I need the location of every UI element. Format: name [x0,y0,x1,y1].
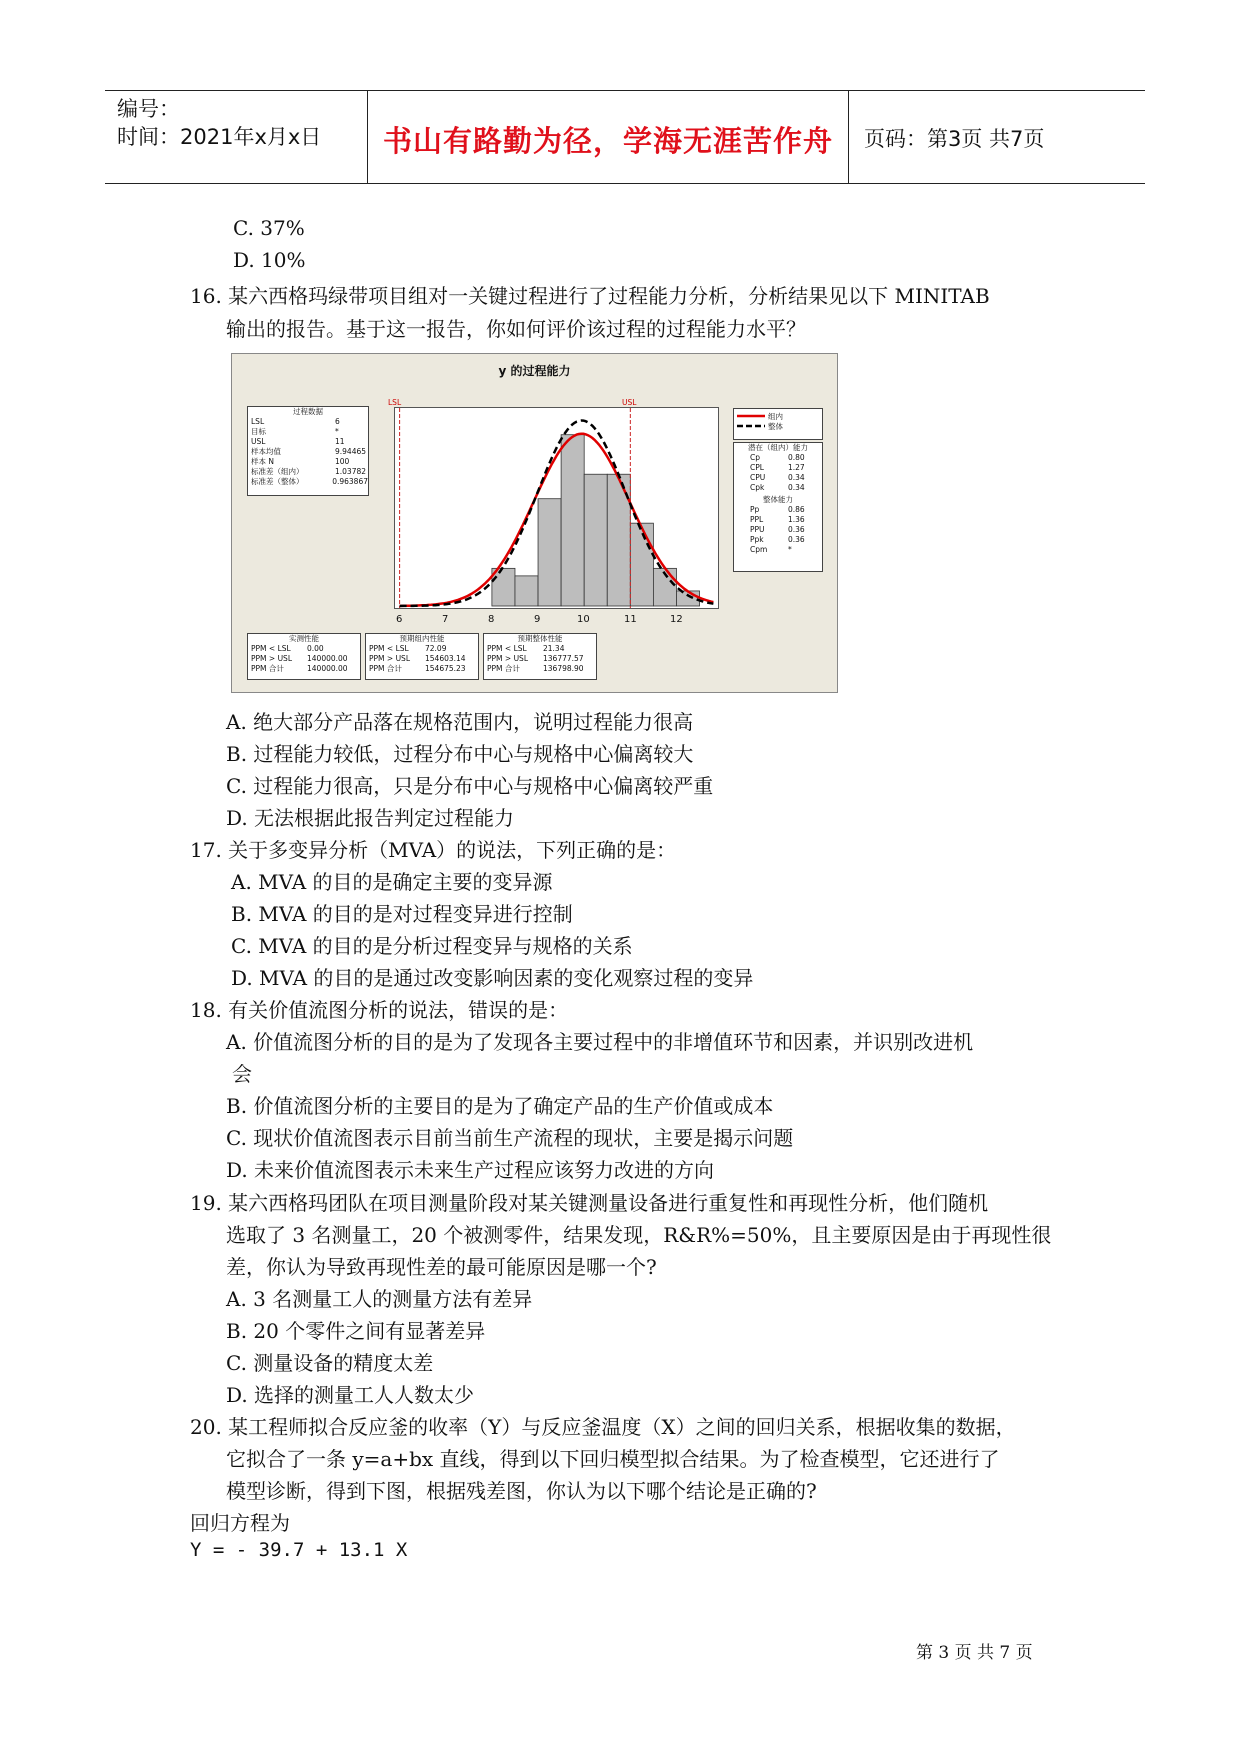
expected-overall-box [483,633,597,680]
cap-value: 0.80 [788,453,805,462]
regression-equation: Y = - 39.7 + 13.1 X [190,1539,408,1561]
pd-key: USL [251,437,266,446]
option-c-q15: C. 37% [233,216,305,240]
pd-key: 样本 N [251,457,274,466]
observed-title: 实测性能 [289,634,319,643]
process-data-title: 过程数据 [293,407,323,416]
expected-overall-title: 预期整体性能 [517,634,563,643]
perf-value: 154603.14 [425,654,466,663]
option-c-q19: C. 测量设备的精度太差 [226,1351,434,1375]
question-19-line3: 差，你认为导致再现性差的最可能原因是哪一个? [226,1255,657,1279]
question-16-line2: 输出的报告。基于这一报告，你如何评价该过程的过程能力水平？ [226,317,806,341]
usl-label: USL [622,398,637,407]
number-label: 编号： [117,97,180,121]
expected-within-title: 预期组内性能 [399,634,445,643]
cap-key: PPU [750,525,765,534]
option-a-q18-line1: A. 价值流图分析的目的是为了发现各主要过程中的非增值环节和因素，并识别改进机 [226,1030,974,1054]
legend-within-swatch [734,412,768,420]
cap-key: Pp [750,505,760,514]
histogram-bar [538,499,561,606]
cap-key: CPU [750,473,766,482]
perf-key: PPM < LSL [487,644,527,653]
slogan: 书山有路勤为径，学海无涯苦作舟 [382,124,833,158]
header-right-cell [850,91,1145,183]
option-d-q17: D. MVA 的目的是通过改变影响因素的变化观察过程的变异 [231,966,754,990]
histogram-bar [584,474,607,606]
cap-key: Cpm [750,545,768,554]
expected-within-box [365,633,479,680]
lsl-label: LSL [388,398,402,407]
chart-title: y 的过程能力 [498,364,571,378]
perf-value: 72.09 [425,644,447,653]
option-a-q18-line2: 会 [232,1062,252,1086]
histogram-bar [676,591,699,606]
pd-value: 1.03782 [335,467,367,476]
pd-value: 9.94465 [335,447,367,456]
question-16-line1: 16. 某六西格玛绿带项目组对一关键过程进行了过程能力分析，分析结果见以下 MINITAB [190,284,990,308]
observed-performance-box [247,633,361,680]
option-a-q17: A. MVA 的目的是确定主要的变异源 [231,870,553,894]
pd-value: 6 [335,417,340,426]
cap-key: PPL [750,515,764,524]
question-17: 17. 关于多变异分析（MVA）的说法，下列正确的是： [190,838,677,862]
page-info: 页码：第3页 共7页 [864,127,1045,151]
capability-box [733,442,823,572]
question-19-line1: 19. 某六西格玛团队在项目测量阶段对某关键测量设备进行重复性和再现性分析，他们随机 [190,1191,989,1215]
potential-title: 潜在（组内）能力 [748,443,808,452]
process-capability-chart [231,353,838,693]
pd-key: 标准差（整体） [251,477,304,486]
perf-value: 140000.00 [307,654,348,663]
pd-value: 100 [335,457,350,466]
perf-key: PPM 合计 [251,664,284,673]
legend-box [733,408,823,440]
pd-key: 目标 [251,427,266,436]
pd-value: 11 [335,437,345,446]
header-left-cell [105,91,368,183]
option-c-q18: C. 现状价值流图表示目前当前生产流程的现状，主要是揭示问题 [226,1126,794,1150]
cap-value: 0.36 [788,525,805,534]
option-b-q18: B. 价值流图分析的主要目的是为了确定产品的生产价值或成本 [226,1094,774,1118]
perf-key: PPM > USL [487,654,528,663]
page-footer: 第 3 页 共 7 页 [916,1643,1033,1663]
legend-within-label: 组内 [768,412,783,421]
x-tick: 6 [396,614,403,625]
header-middle-cell [368,91,849,183]
legend-overall-label: 整体 [768,422,783,431]
x-tick: 8 [488,614,495,625]
perf-key: PPM 合计 [487,664,520,673]
perf-value: 154675.23 [425,664,466,673]
cap-value: * [788,545,792,554]
x-tick: 11 [624,614,637,625]
perf-value: 136798.90 [543,664,584,673]
cap-value: 0.34 [788,483,805,492]
pd-key: 标准差（组内） [251,467,304,476]
cap-value: 1.36 [788,515,805,524]
x-tick: 12 [670,614,683,625]
cap-key: Ppk [750,535,764,544]
cap-key: Cp [750,453,760,462]
option-b-q16: B. 过程能力较低，过程分布中心与规格中心偏离较大 [226,742,694,766]
perf-key: PPM > USL [251,654,292,663]
perf-key: PPM < LSL [251,644,291,653]
histogram-bar [515,576,538,606]
option-b-q19: B. 20 个零件之间有显著差异 [226,1319,486,1343]
cap-key: Cpk [750,483,765,492]
perf-value: 0.00 [307,644,324,653]
option-a-q16: A. 绝大部分产品落在规格范围内，说明过程能力很高 [226,710,694,734]
perf-key: PPM > USL [369,654,410,663]
cap-value: 0.34 [788,473,805,482]
option-d-q15: D. 10% [233,248,306,272]
perf-value: 140000.00 [307,664,348,673]
histogram-plot-area [394,407,719,609]
option-d-q18: D. 未来价值流图表示未来生产过程应该努力改进的方向 [226,1158,715,1182]
question-18: 18. 有关价值流图分析的说法，错误的是： [190,998,569,1022]
x-tick: 7 [442,614,449,625]
perf-value: 136777.57 [543,654,584,663]
x-tick: 10 [577,614,590,625]
question-20-line1: 20. 某工程师拟合反应釜的收率（Y）与反应釜温度（X）之间的回归关系，根据收集的数据， [190,1415,1016,1439]
cap-value: 1.27 [788,463,805,472]
process-data-box [247,406,369,496]
histogram-bar [630,523,653,606]
pd-key: LSL [251,417,265,426]
cap-value: 0.86 [788,505,805,514]
question-19-line2: 选取了 3 名测量工，20 个被测零件，结果发现，R&R%=50%，且主要原因是由于再现性很 [226,1223,1052,1247]
option-d-q19: D. 选择的测量工人人数太少 [226,1383,475,1407]
question-20-line2: 它拟合了一条 y=a+bx 直线，得到以下回归模型拟合结果。为了检查模型，它还进行了 [226,1447,1000,1471]
histogram-svg [395,408,718,608]
option-d-q16: D. 无法根据此报告判定过程能力 [226,806,515,830]
x-tick: 9 [534,614,541,625]
pd-key: 样本均值 [251,447,281,456]
option-c-q17: C. MVA 的目的是分析过程变异与规格的关系 [231,934,633,958]
perf-key: PPM 合计 [369,664,402,673]
legend-overall-swatch [734,422,768,430]
question-20-line3: 模型诊断，得到下图，根据残差图，你认为以下哪个结论是正确的? [226,1479,817,1503]
pd-value: * [335,427,339,436]
pd-value: 0.963867 [332,477,368,486]
histogram-bar [492,568,515,606]
cap-value: 0.36 [788,535,805,544]
cap-key: CPL [750,463,764,472]
document-header [105,90,1145,184]
time-label: 时间：2021年x月x日 [117,125,322,149]
regression-label: 回归方程为 [190,1511,290,1535]
option-c-q16: C. 过程能力很高，只是分布中心与规格中心偏离较严重 [226,774,714,798]
perf-key: PPM < LSL [369,644,409,653]
histogram-bar [561,435,584,606]
option-b-q17: B. MVA 的目的是对过程变异进行控制 [231,902,573,926]
overall-title: 整体能力 [763,495,793,504]
perf-value: 21.34 [543,644,565,653]
option-a-q19: A. 3 名测量工人的测量方法有差异 [226,1287,533,1311]
